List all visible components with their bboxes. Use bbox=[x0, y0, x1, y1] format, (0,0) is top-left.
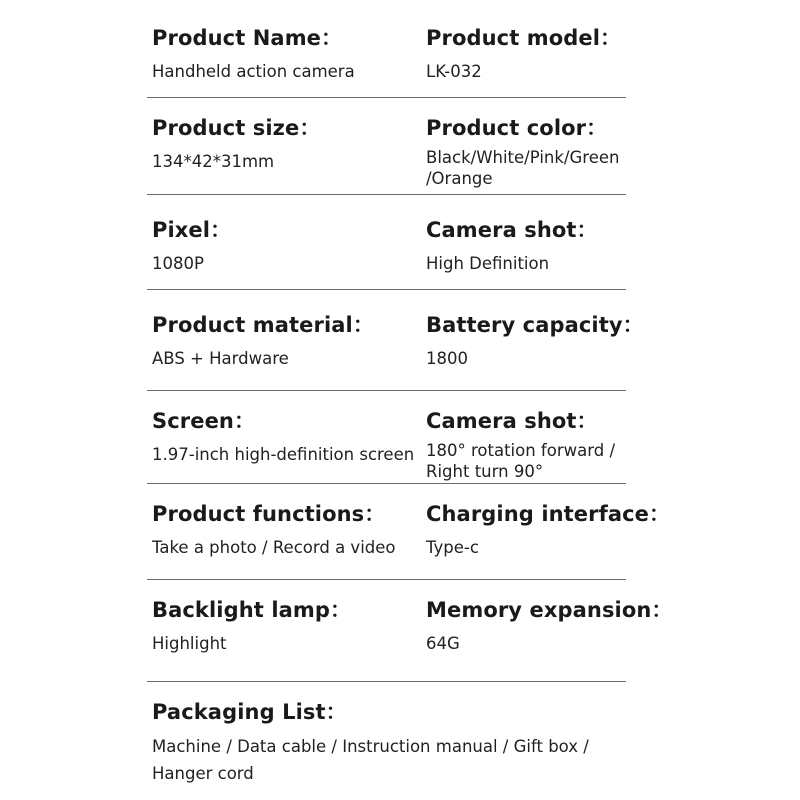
spec-value: LK-032 bbox=[426, 62, 482, 81]
spec-value: 180° rotation forward / Right turn 90° bbox=[426, 441, 616, 481]
spec-label: Backlight lamp： bbox=[152, 598, 352, 622]
spec-value: Highlight bbox=[152, 634, 227, 653]
spec-product-material bbox=[152, 313, 417, 369]
spec-camera-shot bbox=[426, 218, 636, 274]
row-divider bbox=[147, 97, 626, 98]
spec-label: Charging interface： bbox=[426, 502, 671, 526]
spec-value: Type-c bbox=[426, 538, 479, 557]
spec-value: 1800 bbox=[426, 349, 468, 368]
spec-label: Packaging List： bbox=[152, 700, 347, 724]
row-divider bbox=[147, 483, 626, 484]
spec-label: Product material： bbox=[152, 313, 374, 337]
spec-label: Product Name： bbox=[152, 26, 343, 50]
spec-label: Product functions： bbox=[152, 502, 386, 526]
spec-label: Screen： bbox=[152, 409, 256, 433]
row-divider bbox=[147, 289, 626, 290]
spec-backlight-lamp bbox=[152, 598, 417, 654]
spec-product-functions bbox=[152, 502, 417, 558]
spec-screen bbox=[152, 409, 417, 465]
spec-value: Black/White/Pink/Green /Orange bbox=[426, 148, 620, 188]
row-divider bbox=[147, 194, 626, 195]
spec-label: Camera shot： bbox=[426, 409, 598, 433]
spec-label: Memory expansion： bbox=[426, 598, 673, 622]
spec-label: Pixel： bbox=[152, 218, 232, 242]
row-divider bbox=[147, 390, 626, 391]
spec-value: ABS + Hardware bbox=[152, 349, 289, 368]
spec-product-size bbox=[152, 116, 417, 172]
spec-label: Battery capacity： bbox=[426, 313, 644, 337]
spec-value: 1.97-inch high-definition screen bbox=[152, 445, 415, 464]
spec-product-model bbox=[426, 26, 636, 82]
spec-value: Take a photo / Record a video bbox=[152, 538, 396, 557]
spec-label: Product size： bbox=[152, 116, 321, 140]
row-divider bbox=[147, 681, 626, 682]
row-divider bbox=[147, 579, 626, 580]
spec-value: High Definition bbox=[426, 254, 550, 273]
spec-value: 134*42*31mm bbox=[152, 152, 275, 171]
spec-memory-expansion bbox=[426, 598, 673, 654]
spec-product-color bbox=[426, 116, 636, 189]
spec-packaging-list bbox=[152, 700, 612, 787]
spec-value: Machine / Data cable / Instruction manual / Gift box / Hanger cord bbox=[152, 737, 589, 783]
spec-battery-capacity bbox=[426, 313, 644, 369]
spec-label: Product color： bbox=[426, 116, 608, 140]
spec-value: 64G bbox=[426, 634, 460, 653]
spec-charging-interface bbox=[426, 502, 671, 558]
spec-value: 1080P bbox=[152, 254, 204, 273]
spec-label: Product model： bbox=[426, 26, 622, 50]
spec-label: Camera shot： bbox=[426, 218, 598, 242]
spec-pixel bbox=[152, 218, 417, 274]
spec-camera-shot-rotation bbox=[426, 409, 636, 482]
spec-value: Handheld action camera bbox=[152, 62, 355, 81]
spec-product-name bbox=[152, 26, 417, 82]
